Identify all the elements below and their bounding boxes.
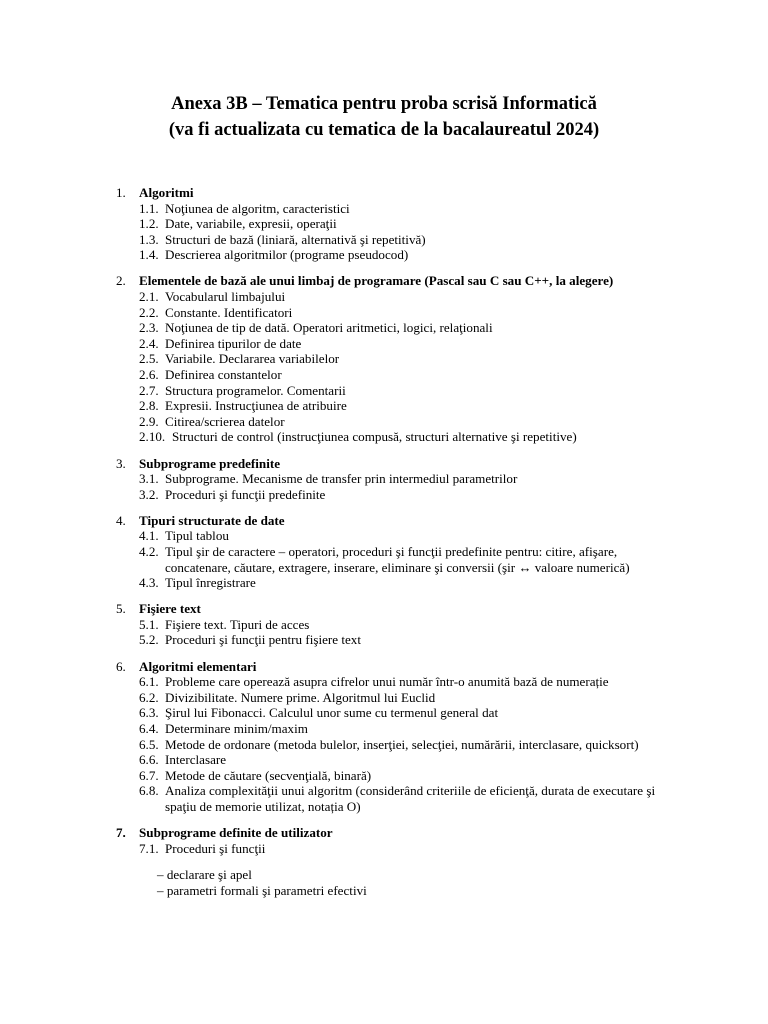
item-number: 2.8. bbox=[139, 398, 159, 414]
item-text: Metode de ordonare (metoda bulelor, inserţiei, selecţiei, numărării, interclasare, quicksort) bbox=[165, 736, 639, 752]
syllabus-item bbox=[116, 216, 676, 232]
item-number: 2.4. bbox=[139, 335, 159, 351]
item-number: 2.6. bbox=[139, 367, 159, 383]
syllabus-item bbox=[116, 336, 676, 352]
syllabus-item bbox=[116, 383, 676, 399]
syllabus-section bbox=[116, 825, 676, 898]
section-title: Subprograme definite de utilizator bbox=[139, 824, 333, 840]
item-text: Structuri de control (instrucţiunea compusă, structuri alternative şi repetitive) bbox=[172, 429, 577, 445]
item-number: 1.4. bbox=[139, 247, 159, 263]
syllabus-item bbox=[116, 232, 676, 248]
syllabus-list bbox=[116, 185, 676, 909]
item-text: Analiza complexităţii unui algoritm (considerând criteriile de eficienţă, durata de executare şi spaţiu de memorie utilizat, notația O) bbox=[165, 783, 656, 814]
section-number: 4. bbox=[116, 512, 126, 528]
syllabus-item bbox=[116, 841, 676, 857]
item-text: Tipul tablou bbox=[165, 528, 229, 544]
syllabus-section bbox=[116, 456, 676, 503]
item-number: 4.3. bbox=[139, 575, 159, 591]
item-number: 4.2. bbox=[139, 543, 159, 559]
item-number: 3.1. bbox=[139, 471, 159, 487]
item-number: 3.2. bbox=[139, 486, 159, 502]
item-text: Probleme care operează asupra cifrelor unui număr într-o anumită bază de numerație bbox=[165, 674, 609, 690]
item-text: Structuri de bază (liniară, alternativă şi repetitivă) bbox=[165, 231, 426, 247]
section-number: 7. bbox=[116, 824, 126, 840]
syllabus-item bbox=[116, 487, 676, 503]
syllabus-item bbox=[116, 398, 676, 414]
syllabus-item bbox=[116, 528, 676, 544]
section-title: Algoritmi elementari bbox=[139, 658, 257, 674]
syllabus-section bbox=[116, 185, 676, 263]
syllabus-item bbox=[116, 367, 676, 383]
item-text: Tipul şir de caractere – operatori, proceduri şi funcţii predefinite pentru: citire, afişare, concatenare, căutare, extragere, inserare, eliminare şi conversii (şir ↔ valoare numerică) bbox=[165, 543, 630, 575]
item-number: 5.1. bbox=[139, 616, 159, 632]
item-text: Proceduri şi funcţii bbox=[165, 840, 266, 856]
item-text: Tipul înregistrare bbox=[165, 575, 256, 591]
item-number: 1.3. bbox=[139, 231, 159, 247]
syllabus-item bbox=[116, 471, 676, 487]
document-title: Anexa 3B – Tematica pentru proba scrisă Informatică bbox=[171, 94, 597, 114]
syllabus-section bbox=[116, 601, 676, 648]
item-number: 6.8. bbox=[139, 783, 159, 799]
item-number: 7.1. bbox=[139, 840, 159, 856]
item-number: 6.2. bbox=[139, 689, 159, 705]
item-text: Variabile. Declararea variabilelor bbox=[165, 351, 340, 367]
item-number: 2.2. bbox=[139, 304, 159, 320]
item-number: 6.5. bbox=[139, 736, 159, 752]
syllabus-section bbox=[116, 273, 676, 445]
item-text: Divizibilitate. Numere prime. Algoritmul lui Euclid bbox=[165, 689, 436, 705]
syllabus-section bbox=[116, 513, 676, 591]
syllabus-item bbox=[116, 289, 676, 305]
item-text: Noţiunea de tip de dată. Operatori aritmetici, logici, relaţionali bbox=[165, 320, 493, 336]
syllabus-item bbox=[116, 632, 676, 648]
item-text: Definirea constantelor bbox=[165, 367, 282, 383]
item-text: Vocabularul limbajului bbox=[165, 289, 286, 305]
item-number: 6.3. bbox=[139, 705, 159, 721]
item-text: Fişiere text. Tipuri de acces bbox=[165, 616, 310, 632]
syllabus-item bbox=[116, 690, 676, 706]
item-text: Date, variabile, expresii, operaţii bbox=[165, 216, 337, 232]
section-title: Elementele de bază ale unui limbaj de programare (Pascal sau C sau C++, la alegere) bbox=[139, 273, 614, 289]
item-number: 4.1. bbox=[139, 528, 159, 544]
item-text: Constante. Identificatori bbox=[165, 304, 293, 320]
item-text: Metode de căutare (secvenţială, binară) bbox=[165, 767, 372, 783]
item-text: Definirea tipurilor de date bbox=[165, 335, 302, 351]
section-number: 2. bbox=[116, 273, 126, 289]
syllabus-item bbox=[116, 305, 676, 321]
item-text: Descrierea algoritmilor (programe pseudocod) bbox=[165, 247, 409, 263]
syllabus-item bbox=[116, 752, 676, 768]
syllabus-item bbox=[116, 414, 676, 430]
item-text: Interclasare bbox=[165, 752, 227, 768]
syllabus-item bbox=[116, 320, 676, 336]
bullet-item: – parametri formali şi parametri efectivi bbox=[157, 882, 367, 898]
syllabus-section bbox=[116, 659, 676, 815]
syllabus-item bbox=[116, 544, 676, 575]
section-number: 5. bbox=[116, 601, 126, 617]
syllabus-item bbox=[116, 768, 676, 784]
item-number: 6.4. bbox=[139, 720, 159, 736]
item-text: Proceduri şi funcţii predefinite bbox=[165, 486, 326, 502]
syllabus-item bbox=[116, 674, 676, 690]
item-number: 2.9. bbox=[139, 413, 159, 429]
section-number: 3. bbox=[116, 455, 126, 471]
item-number: 1.1. bbox=[139, 200, 159, 216]
syllabus-item bbox=[116, 247, 676, 263]
item-number: 6.6. bbox=[139, 752, 159, 768]
syllabus-item bbox=[116, 721, 676, 737]
syllabus-item bbox=[116, 617, 676, 633]
section-title: Algoritmi bbox=[139, 185, 194, 200]
item-number: 6.1. bbox=[139, 674, 159, 690]
item-number: 5.2. bbox=[139, 632, 159, 648]
item-text: Şirul lui Fibonacci. Calculul unor sume cu termenul general dat bbox=[165, 705, 499, 721]
item-number: 2.7. bbox=[139, 382, 159, 398]
item-text: Structura programelor. Comentarii bbox=[165, 382, 346, 398]
syllabus-item bbox=[116, 575, 676, 591]
syllabus-item bbox=[116, 351, 676, 367]
section-title: Subprograme predefinite bbox=[139, 455, 281, 471]
section-number: 1. bbox=[116, 185, 126, 200]
section-title: Fişiere text bbox=[139, 601, 201, 617]
item-number: 2.1. bbox=[139, 289, 159, 305]
syllabus-item bbox=[116, 705, 676, 721]
item-text: Citirea/scrierea datelor bbox=[165, 413, 285, 429]
item-number: 2.3. bbox=[139, 320, 159, 336]
item-number: 1.2. bbox=[139, 216, 159, 232]
syllabus-item bbox=[116, 783, 676, 814]
syllabus-item bbox=[116, 429, 676, 445]
document-subtitle: (va fi actualizata cu tematica de la bacalaureatul 2024) bbox=[168, 120, 600, 140]
syllabus-item bbox=[116, 737, 676, 753]
item-text: Noţiunea de algoritm, caracteristici bbox=[165, 200, 350, 216]
bullet-item: – declarare şi apel bbox=[157, 867, 252, 883]
syllabus-item bbox=[116, 201, 676, 217]
section-number: 6. bbox=[116, 658, 126, 674]
item-number: 2.10. bbox=[139, 429, 166, 445]
item-text: Determinare minim/maxim bbox=[165, 720, 308, 736]
item-text: Subprograme. Mecanisme de transfer prin intermediul parametrilor bbox=[165, 471, 518, 487]
item-number: 2.5. bbox=[139, 351, 159, 367]
item-number: 6.7. bbox=[139, 767, 159, 783]
item-text: Proceduri şi funcţii pentru fişiere text bbox=[165, 632, 361, 648]
item-text: Expresii. Instrucţiunea de atribuire bbox=[165, 398, 347, 414]
bullet-list bbox=[116, 867, 676, 898]
section-title: Tipuri structurate de date bbox=[139, 512, 285, 528]
